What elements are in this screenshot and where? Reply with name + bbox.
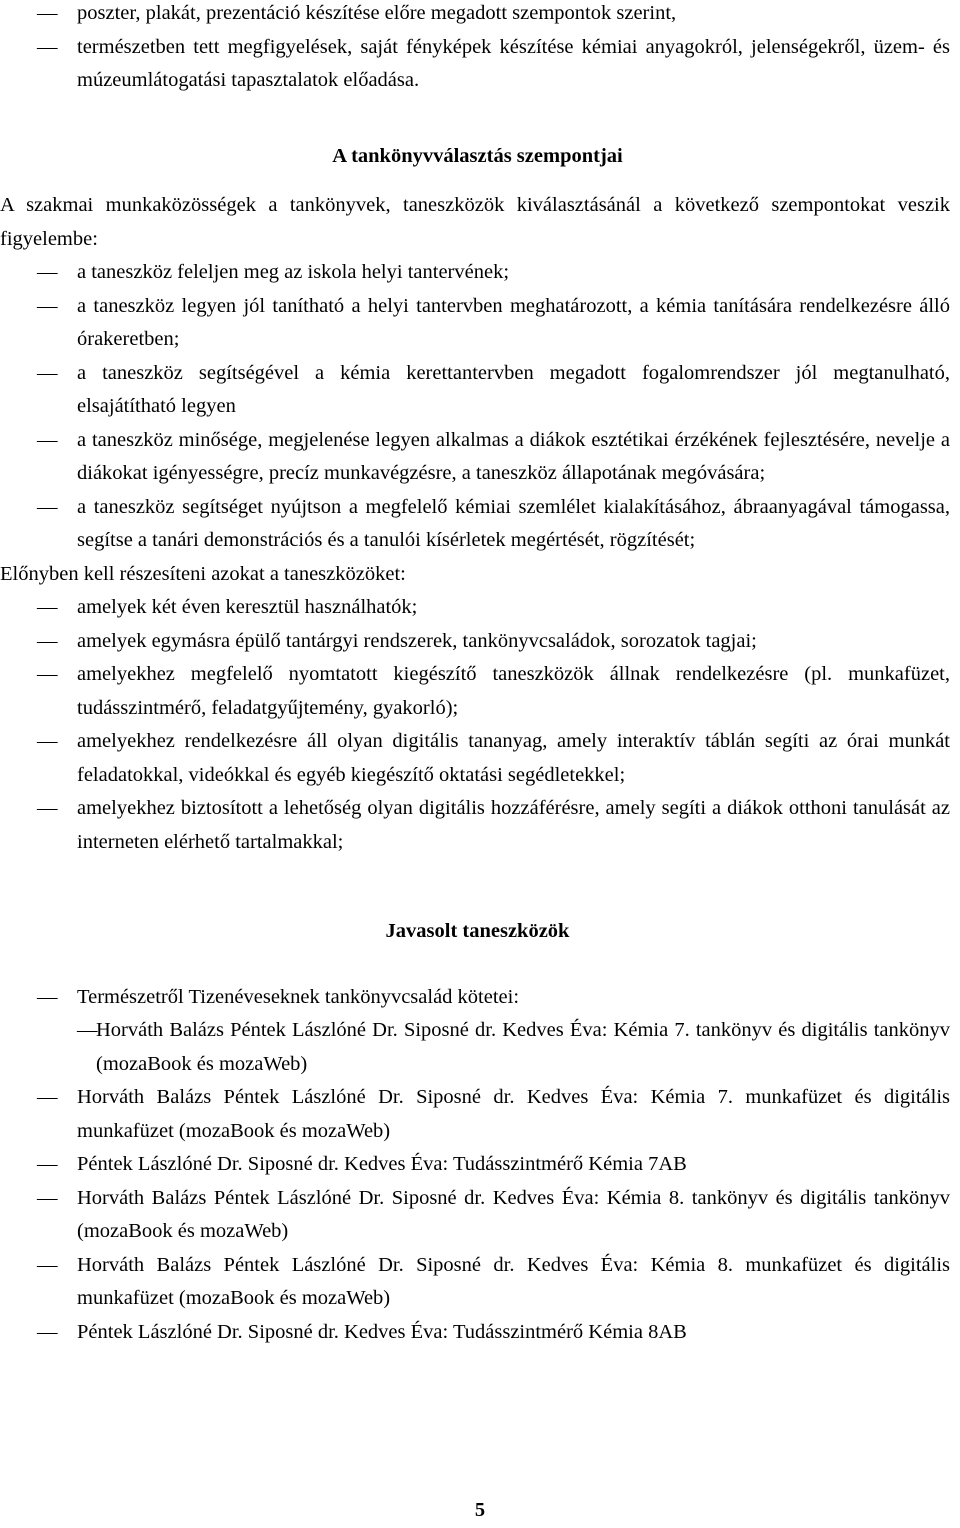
list-item: — a taneszköz feleljen meg az iskola helyi tantervének; — [0, 256, 955, 290]
list-item: — amelyek egymásra épülő tantárgyi rendszerek, tankönyvcsaládok, sorozatok tagjai; — [0, 625, 955, 659]
list-item: — Horváth Balázs Péntek Lászlóné Dr. Siposné dr. Kedves Éva: Kémia 8. munkafüzet és digitális munkafüzet (mozaBook és mozaWeb) — [0, 1249, 955, 1316]
list-item: — amelyek két éven keresztül használhatók; — [0, 591, 955, 625]
list-item: — amelyekhez rendelkezésre áll olyan digitális tananyag, amely interaktív táblán segíti az órai munkát feladatokkal, videókkal és egyéb kiegészítő oktatási segédletekkel; — [0, 725, 955, 792]
list-item: — a taneszköz segítséget nyújtson a megfelelő kémiai szemlélet kialakításához, ábraanyagával támogassa, segítse a tanári demonstrációs és a tanulói kísérletek megértését, rögzítését; — [0, 491, 955, 558]
page-number: 5 — [474, 1499, 486, 1521]
list-item: — a taneszköz segítségével a kémia kerettantervben megadott fogalomrendszer jól megtanulható, elsajátítható legyen — [0, 357, 955, 424]
list-item: — a taneszköz legyen jól tanítható a helyi tantervben meghatározott, a kémia tanítására rendelkezésre álló órakeretben; — [0, 290, 955, 357]
list-item: — Természetről Tizenéveseknek tankönyvcsalád kötetei: — [0, 981, 955, 1015]
list-item: — Horváth Balázs Péntek Lászlóné Dr. Siposné dr. Kedves Éva: Kémia 7. tankönyv és digitális tankönyv (mozaBook és mozaWeb) — [0, 1014, 955, 1081]
preference-intro: Előnyben kell részesíteni azokat a taneszközöket: — [0, 562, 406, 585]
list-item: — Horváth Balázs Péntek Lászlóné Dr. Siposné dr. Kedves Éva: Kémia 8. tankönyv és digitális tankönyv (mozaBook és mozaWeb) — [0, 1182, 955, 1249]
list-item: — Horváth Balázs Péntek Lászlóné Dr. Siposné dr. Kedves Éva: Kémia 7. munkafüzet és digitális munkafüzet (mozaBook és mozaWeb) — [0, 1081, 955, 1148]
intro-paragraph: A szakmai munkaközösségek a tankönyvek, taneszközök kiválasztásánál a következő szempontokat veszik figyelembe: — [0, 194, 950, 250]
list-item: — Péntek Lászlóné Dr. Siposné dr. Kedves Éva: Tudásszintmérő Kémia 8AB — [0, 1316, 955, 1350]
list-item: — a taneszköz minősége, megjelenése legyen alkalmas a diákok esztétikai érzékének fejlesztésére, nevelje a diákokat igényességre, precíz munkavégzésre, a taneszköz állapotának megóvására; — [0, 424, 955, 491]
list-item: — természetben tett megfigyelések, saját fényképek készítése kémiai anyagokról, jelenségekről, üzem- és múzeumlátogatási tapasztalatok előadása. — [0, 31, 955, 98]
list-item: — amelyekhez megfelelő nyomtatott kiegészítő taneszközök állnak rendelkezésre (pl. munkafüzet, tudásszintmérő, feladatgyűjtemény, gyakorló); — [0, 658, 955, 725]
list-item: — Péntek Lászlóné Dr. Siposné dr. Kedves Éva: Tudásszintmérő Kémia 7AB — [0, 1148, 955, 1182]
section-title: Javasolt taneszközök — [385, 920, 570, 942]
list-item: — amelyekhez biztosított a lehetőség olyan digitális hozzáférésre, amely segíti a diákok otthoni tanulását az interneten elérhető tartalmakkal; — [0, 792, 955, 859]
section-title: A tankönyvválasztás szempontjai — [332, 144, 623, 167]
list-item: — poszter, plakát, prezentáció készítése előre megadott szempontok szerint, — [0, 0, 955, 31]
